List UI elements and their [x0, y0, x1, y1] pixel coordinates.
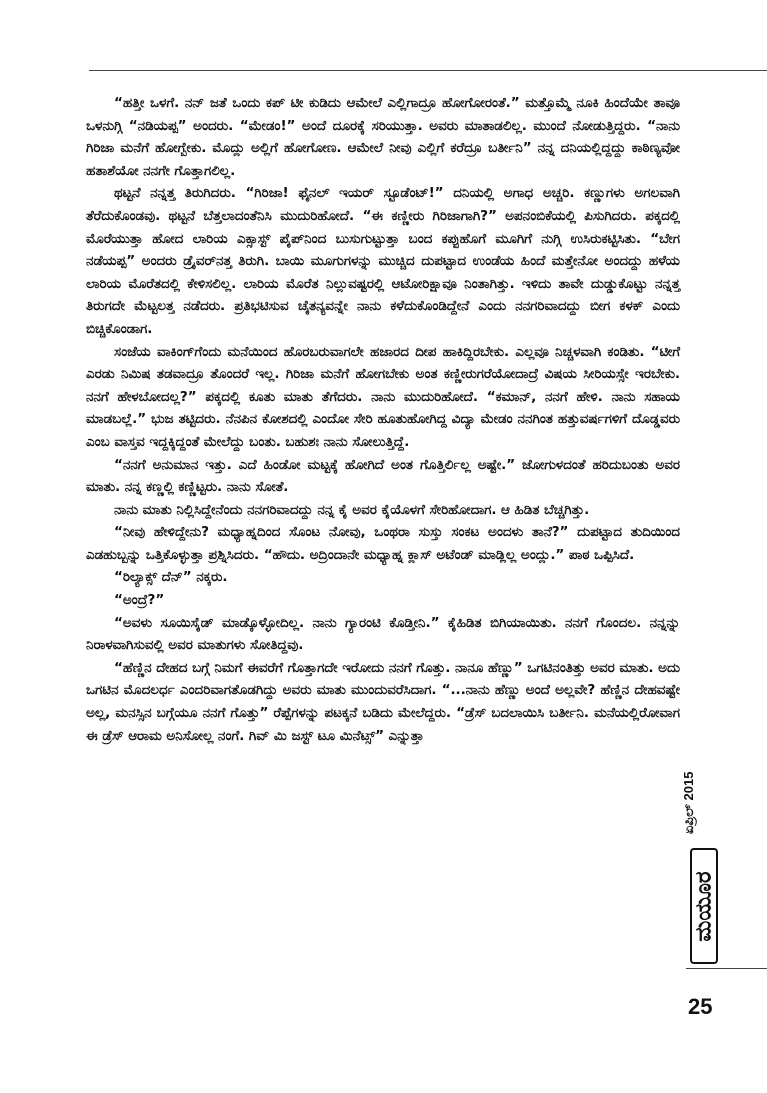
- paragraph: “ನನಗೆ ಅನುಮಾನ ಇತ್ತು. ಎದೆ ಹಿಂಡೋ ಮಟ್ಟಕ್ಕೆ ಹೋಗಿದೆ ಅಂತ ಗೊತ್ತಿರ್ಲಿಲ್ಲ ಅಷ್ಟೇ.” ಜೋಗುಳದಂತೆ ಹರಿದುಬಂತು ಅವರ ಮಾತು. ನನ್ನ ಕಣ್ಣಲ್ಲಿ ಕಣ್ಣಿಟ್ಟರು. ನಾನು ಸೋತೆ.: [86, 456, 680, 496]
- paragraph: “ಹೆಣ್ಣಿನ ದೇಹದ ಬಗ್ಗೆ ನಿಮಗೆ ಈವರೆಗೆ ಗೊತ್ತಾಗದೇ ಇರೋದು ನನಗೆ ಗೊತ್ತು. ನಾನೂ ಹೆಣ್ಣು” ಒಗಟಿನಂತಿತ್ತು ಅವರ ಮಾತು. ಅದು ಒಗಟಿನ ಮೊದಲರ್ಧ ಎಂದರಿವಾಗತೊಡಗಿದ್ದು ಅವರು ಮಾತು ಮುಂದುವರೆಸಿದಾಗ. “...ನಾನು ಹೆಣ್ಣು ಅಂದೆ ಅಲ್ಲವೇ? ಹೆಣ್ಣಿನ ದೇಹವಷ್ಟೇ ಅಲ್ಲ, ಮನಸ್ಸಿನ ಬಗ್ಗೆಯೂ ನನಗೆ ಗೊತ್ತು” ರೆಪ್ಪೆಗಳನ್ನು ಪಟಕ್ಕನೆ ಬಡಿದು ಮೇಲೆದ್ದರು. “ಡ್ರೆಸ್ ಬದಲಾಯಿಸಿ ಬರ್ತೀನಿ. ಮನೆಯಲ್ಲಿರೋವಾಗ ಈ ಡ್ರೆಸ್ ಆರಾಮ ಅನಿಸೋಲ್ಲ ನಂಗೆ. ಗಿವ್ ಮಿ ಜಸ್ಟ್ ಟೂ ಮಿನೆಟ್ಸ್” ಎನ್ನುತ್ತಾ: [86, 659, 680, 744]
- footer-rule: [686, 968, 767, 969]
- magazine-logo: [690, 848, 718, 964]
- page-number: 25: [688, 994, 713, 1019]
- paragraph: ಸಂಜೆಯ ವಾಕಿಂಗ್‌ಗೆಂದು ಮನೆಯಿಂದ ಹೊರಬರುವಾಗಲೇ ಹಜಾರದ ದೀಪ ಹಾಕಿದ್ದಿರಬೇಕು. ಎಲ್ಲವೂ ನಿಚ್ಚಳವಾಗಿ ಕಂಡಿತು. “ಟೀಗೆ ಎರಡು ನಿಮಿಷ ತಡವಾದ್ರೂ ತೊಂದರೆ ಇಲ್ಲ. ಗಿರಿಜಾ ಮನೆಗೆ ಹೋಗಬೇಕು ಅಂತ ಕಣ್ಣೀರುಗರೆಯೋದಾದ್ರೆ ವಿಷಯ ಸೀರಿಯಸ್ಸೇ ಇರಬೇಕು. ನನಗೆ ಹೇಳಬೋದಲ್ಲ?” ಪಕ್ಕದಲ್ಲಿ ಕೂತು ಮಾತು ತೆಗೆದರು. ನಾನು ಮುದುರಿಹೋದೆ. “ಕಮಾನ್, ನನಗೆ ಹೇಳಿ. ನಾನು ಸಹಾಯ ಮಾಡಬಲ್ಲೆ.” ಭುಜ ತಟ್ಟಿದರು. ನೆನಪಿನ ಕೋಶದಲ್ಲಿ ಎಂದೋ ಸೇರಿ ಹೂತುಹೋಗಿದ್ದ ವಿದ್ಯಾ ಮೇಡಂ ನನಗಿಂತ ಹತ್ತುವರ್ಷಗಳಿಗೆ ದೊಡ್ಡವರು ಎಂಬ ವಾಸ್ತವ ಇದ್ದಕ್ಕಿದ್ದಂತೆ ಮೇಲೆದ್ದು ಬಂತು. ಬಹುಶಃ ನಾನು ಸೋಲುತ್ತಿದ್ದೆ.: [86, 343, 680, 450]
- paragraph: “ಅಂದ್ರೆ?”: [114, 592, 165, 609]
- paragraph: “ನೀವು ಹೇಳಿದ್ದೇನು? ಮಧ್ಯಾಹ್ನದಿಂದ ಸೊಂಟ ನೋವು, ಒಂಥರಾ ಸುಸ್ತು ಸಂಕಟ ಅಂದಳು ತಾನೆ?” ದುಪಟ್ಟಾದ ತುದಿಯಿಂದ ಎಡಹುಬ್ಬನ್ನು ಒತ್ತಿಕೊಳ್ಳುತ್ತಾ ಪ್ರಶ್ನಿಸಿದರು. “ಹೌದು. ಅದ್ರಿಂದಾನೇ ಮಧ್ಯಾಹ್ನ ಕ್ಲಾಸ್ ಅಟೆಂಡ್ ಮಾಡ್ಲಿಲ್ಲ ಅಂದ್ಲು.” ಪಾಠ ಒಪ್ಪಿಸಿದೆ.: [86, 524, 680, 563]
- paragraph: “ಹತ್ತೀ ಒಳಗೆ. ನನ್ ಜತೆ ಒಂದು ಕಪ್ ಟೀ ಕುಡಿದು ಆಮೇಲೆ ಎಲ್ಲಿಗಾದ್ರೂ ಹೋಗೋರಂತೆ.” ಮತ್ತೊಮ್ಮೆ ನೂಕಿ ಹಿಂದೆಯೇ ತಾವೂ ಒಳನುಗ್ಗಿ “ನಡಿಯಪ್ಪ” ಅಂದರು. “ಮೇಡಂ!” ಅಂದೆ ದೂರಕ್ಕೆ ಸರಿಯುತ್ತಾ. ಅವರು ಮಾತಾಡಲಿಲ್ಲ. ಮುಂದೆ ನೋಡುತ್ತಿದ್ದರು. “ನಾನು ಗಿರಿಜಾ ಮನೆಗೆ ಹೋಗ್ಬೇಕು. ಮೊದ್ಲು ಅಲ್ಲಿಗೆ ಹೋಗೋಣ. ಆಮೇಲೆ ನೀವು ಎಲ್ಲಿಗೆ ಕರೆದ್ರೂ ಬರ್ತೀನಿ” ನನ್ನ ದನಿಯಲ್ಲಿದ್ದದ್ದು ಕಾಠಿಣ್ಯವೋ ಹತಾಶೆಯೋ ನನಗೇ ಗೊತ್ತಾಗಲಿಲ್ಲ.: [86, 95, 680, 179]
- paragraph: “ಅವಳು ಸೂಯಿಸೈಡ್ ಮಾಡ್ಕೊಳ್ಳೋದಿಲ್ಲ. ನಾನು ಗ್ಯಾರಂಟಿ ಕೊಡ್ತೀನಿ.” ಕೈಹಿಡಿತ ಬಿಗಿಯಾಯಿತು. ನನಗೆ ಗೊಂದಲ. ನನ್ನನ್ನು ನಿರಾಳವಾಗಿಸುವಲ್ಲಿ ಅವರ ಮಾತುಗಳು ಸೋತಿದ್ದವು.: [86, 614, 680, 654]
- top-rule: [89, 70, 767, 71]
- paragraph: “ರಿಲ್ಯಾಕ್ಸ್ ದೆನ್” ನಕ್ಕರು.: [114, 569, 228, 586]
- paragraph: ನಾನು ಮಾತು ನಿಲ್ಲಿಸಿದ್ದೇನೆಂದು ನನಗರಿವಾದದ್ದು ನನ್ನ ಕೈ ಅವರ ಕೈಯೊಳಗೆ ಸೇರಿಹೋದಾಗ. ಆ ಹಿಡಿತ ಬೆಚ್ಚಗಿತ್ತು.: [114, 501, 590, 518]
- issue-date: ಏಪ್ರಿಲ್ 2015: [681, 771, 696, 834]
- magazine-logo-text: ಮಯೂರ: [691, 870, 717, 942]
- article-body: [86, 92, 680, 747]
- paragraph: ಥಟ್ಟನೆ ನನ್ನತ್ತ ತಿರುಗಿದರು. “ಗಿರಿಜಾ! ಫೈನಲ್ ಇಯರ್ ಸ್ಟೂಡೆಂಟ್!” ದನಿಯಲ್ಲಿ ಅಗಾಧ ಅಚ್ಚರಿ. ಕಣ್ಣುಗಳು ಅಗಲವಾಗಿ ತೆರೆದುಕೊಂಡವು. ಥಟ್ಟನೆ ಬೆತ್ತಲಾದಂತೆನಿಸಿ ಮುದುರಿಹೋದೆ. “ಈ ಕಣ್ಣೀರು ಗಿರಿಜಾಗಾಗಿ?” ಅಪನಂಬಿಕೆಯಲ್ಲಿ ಪಿಸುಗಿದರು. ಪಕ್ಕದಲ್ಲಿ ಮೊರೆಯುತ್ತಾ ಹೋದ ಲಾರಿಯ ಎಕ್ಸಾಸ್ಟ್ ಪೈಪ್‌ನಿಂದ ಬುಸುಗುಟ್ಟುತ್ತಾ ಬಂದ ಕಪ್ಪುಹೊಗೆ ಮೂಗಿಗೆ ನುಗ್ಗಿ ಉಸಿರುಕಟ್ಟಿಸಿತು. “ಬೇಗ ನಡೆಯಪ್ಪ” ಅಂದರು ಡ್ರೈವರ್‌ನತ್ತ ತಿರುಗಿ. ಬಾಯಿ ಮೂಗುಗಳನ್ನು ಮುಚ್ಚಿದ ದುಪಟ್ಟಾದ ಉಂಡೆಯ ಹಿಂದೆ ಮತ್ತೇನೋ ಅಂದದ್ದು ಹಳೆಯ ಲಾರಿಯ ಮೊರೆತದಲ್ಲಿ ಕೇಳಿಸಲಿಲ್ಲ. ಲಾರಿಯ ಮೊರೆತ ನಿಲ್ಲುವಷ್ಟರಲ್ಲಿ ಆಟೋರಿಕ್ಷಾವೂ ನಿಂತಾಗಿತ್ತು. ಇಳಿದು ತಾವೇ ದುಡ್ಡುಕೊಟ್ಟು ನನ್ನತ್ತ ತಿರುಗದೇ ಮೆಟ್ಟಲತ್ತ ನಡೆದರು. ಪ್ರತಿಭಟಿಸುವ ಚೈತನ್ಯವನ್ನೇ ನಾನು ಕಳೆದುಕೊಂಡಿದ್ದೇನೆ ಎಂದು ನನಗರಿವಾದದ್ದು ಬೀಗ ಕಳಕ್ ಎಂದು ಬಿಚ್ಚಿಕೊಂಡಾಗ.: [86, 185, 680, 337]
